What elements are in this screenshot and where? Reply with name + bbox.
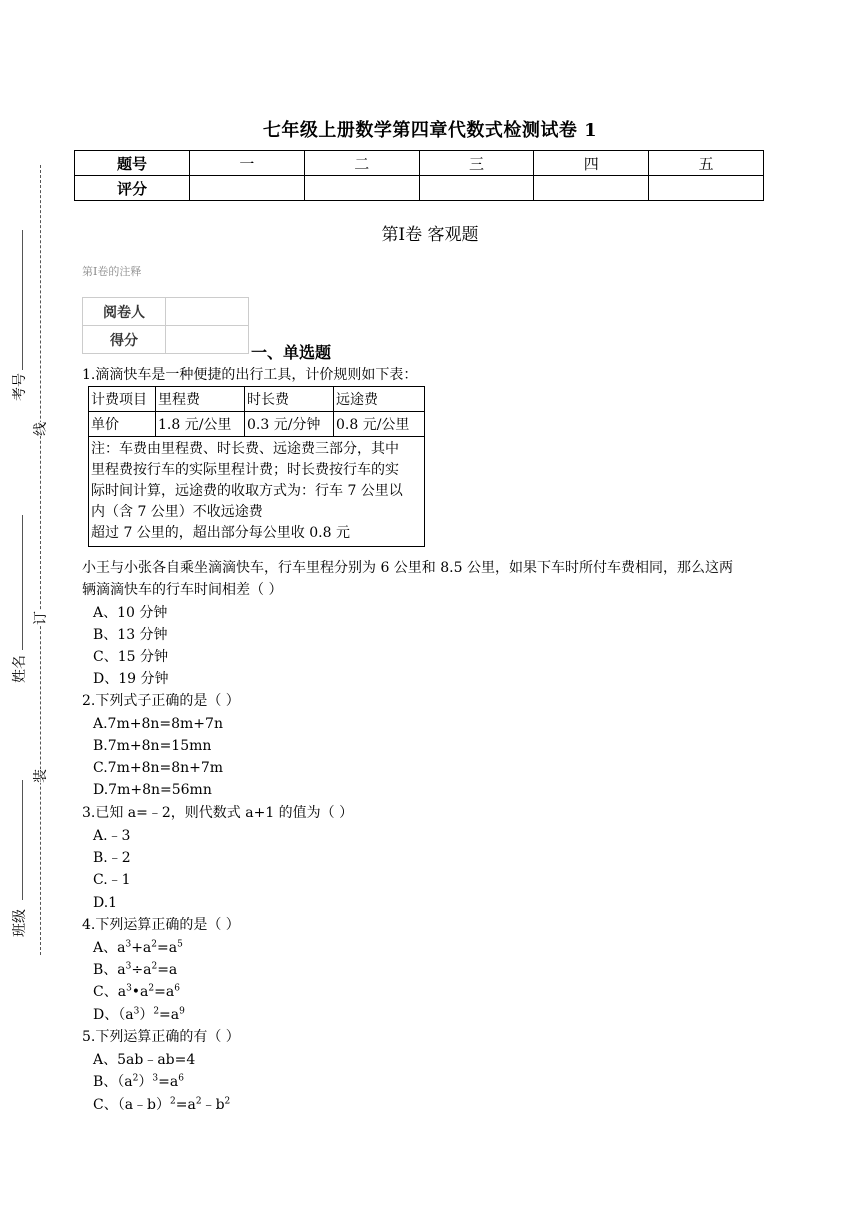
fare-note-line: 超过 7 公里的，超出部分每公里收 0.8 元 [91, 525, 350, 541]
option[interactable] [93, 1004, 185, 1026]
option[interactable]: B、13 分钟 [93, 627, 168, 643]
score-cell[interactable] [190, 176, 305, 201]
superscript: 2 [170, 1096, 176, 1107]
column-header: 四 [534, 151, 649, 176]
option-text: C、（a﹣b） [93, 1097, 171, 1113]
fare-note-line: 注：车费由里程费、时长费、远途费三部分，其中 [91, 441, 399, 457]
question-2-stem: 2.下列式子正确的是（ ） [82, 693, 240, 709]
option[interactable]: D.1 [93, 895, 118, 911]
fare-cell: 时长费 [245, 387, 334, 412]
score-label: 评分 [75, 176, 190, 201]
question-1-body: 辆滴滴快车的行车时间相差（ ） [82, 582, 283, 598]
table-row [83, 326, 249, 354]
option-text: A、a [93, 940, 126, 956]
fare-cell: 单价 [89, 412, 156, 437]
fare-cell: 0.8 元/公里 [334, 412, 425, 437]
option-text: ÷a [131, 962, 152, 978]
question-1-body: 小王与小张各自乘坐滴滴快车，行车里程分别为 6 公里和 8.5 公里，如果下车时所付车费相同，那么这两 [82, 560, 733, 576]
class-label: 班级 [12, 909, 28, 937]
fare-cell: 0.3 元/分钟 [245, 412, 334, 437]
superscript: 2 [132, 1073, 139, 1084]
option[interactable] [93, 1071, 184, 1093]
option-text: ） [138, 1074, 153, 1090]
line-mark: 线 [30, 422, 50, 436]
column-header: 二 [304, 151, 419, 176]
option-text: B、（a [93, 1074, 133, 1090]
score-cell[interactable] [534, 176, 649, 201]
option-text: =a [159, 1007, 180, 1023]
score-cell[interactable] [304, 176, 419, 201]
option-text: =a [157, 940, 178, 956]
superscript: 2 [151, 961, 158, 972]
score-cell[interactable] [419, 176, 534, 201]
option[interactable]: C.7m+8n=8n+7m [93, 760, 224, 776]
question-1-stem: 1.滴滴快车是一种便捷的出行工具，计价规则如下表： [82, 367, 418, 383]
question-5-stem: 5.下列运算正确的有（ ） [82, 1029, 240, 1045]
option[interactable]: C.﹣1 [93, 872, 131, 888]
option[interactable]: B.7m+8n=15mn [93, 738, 212, 754]
option[interactable]: A.﹣3 [93, 828, 131, 844]
table-row [75, 176, 764, 201]
fare-cell: 远途费 [334, 387, 425, 412]
superscript: 6 [174, 983, 180, 994]
superscript: 3 [133, 1006, 140, 1017]
option[interactable]: A.7m+8n=8m+7n [93, 716, 223, 732]
order-mark: 订 [30, 611, 50, 625]
option-text: =a [175, 1097, 196, 1113]
option-text: D、（a [93, 1007, 134, 1023]
fare-cell: 1.8 元/公里 [156, 412, 245, 437]
superscript: 3 [152, 1073, 159, 1084]
option-text: =a [154, 984, 175, 1000]
superscript: 2 [224, 1096, 231, 1107]
option[interactable]: B.﹣2 [93, 850, 131, 866]
option-text: +a [131, 940, 152, 956]
table-row [83, 298, 249, 326]
score-cell[interactable] [166, 326, 249, 354]
superscript: 9 [179, 1006, 185, 1017]
option[interactable] [93, 981, 180, 1003]
question-3-stem: 3.已知 a=﹣2，则代数式 a+1 的值为（ ） [82, 805, 354, 821]
superscript: 3 [126, 983, 132, 994]
bind-mark: 装 [30, 769, 50, 783]
option-text: ﹣b [201, 1097, 225, 1113]
section-note-label: 第Ⅰ卷的注释 [82, 265, 142, 278]
option[interactable]: D、19 分钟 [93, 671, 169, 687]
column-header: 五 [649, 151, 764, 176]
superscript: 2 [195, 1096, 202, 1107]
exam-no-underline [22, 230, 23, 370]
name-label: 姓名 [12, 655, 28, 683]
option-text: C、a [93, 984, 127, 1000]
column-header: 三 [419, 151, 534, 176]
reviewer-cell[interactable] [166, 298, 249, 326]
binding-dashed-line [40, 165, 41, 955]
option[interactable]: C、15 分钟 [93, 649, 168, 665]
score-cell[interactable] [649, 176, 764, 201]
superscript: 2 [153, 1006, 160, 1017]
option-text: •a [131, 984, 149, 1000]
option-text: B、a [93, 962, 126, 978]
option-text: =a [157, 962, 178, 978]
fare-cell: 计费项目 [89, 387, 156, 412]
reviewer-box [82, 297, 249, 354]
binding-margin [0, 165, 60, 955]
class-underline [22, 780, 23, 900]
exam-no-label: 考号 [12, 373, 28, 401]
table-row [75, 151, 764, 176]
option[interactable] [93, 959, 177, 981]
table-row [89, 437, 425, 547]
fare-table [88, 386, 425, 547]
column-header: 一 [190, 151, 305, 176]
option[interactable] [93, 937, 183, 959]
superscript: 2 [148, 983, 155, 994]
table-row [89, 387, 425, 412]
option-text: ） [139, 1007, 154, 1023]
superscript: 3 [125, 939, 132, 950]
section-title: 第Ⅰ卷 客观题 [381, 225, 479, 245]
superscript: 6 [178, 1073, 184, 1084]
option-text: =a [158, 1074, 179, 1090]
score-table [74, 150, 764, 201]
option[interactable]: A、5ab﹣ab=4 [93, 1052, 196, 1068]
option[interactable] [93, 1094, 230, 1116]
fare-note-line: 内（含 7 公里）不收远途费 [91, 504, 263, 520]
fare-note [89, 437, 425, 547]
option[interactable]: A、10 分钟 [93, 605, 168, 621]
name-underline [22, 515, 23, 650]
superscript: 5 [177, 939, 183, 950]
option[interactable]: D.7m+8n=56mn [93, 782, 212, 798]
fare-cell: 里程费 [156, 387, 245, 412]
superscript: 3 [125, 961, 132, 972]
reviewer-label: 阅卷人 [83, 298, 166, 326]
superscript: 2 [151, 939, 158, 950]
fare-note-line: 里程费按行车的实际里程计费；时长费按行车的实 [91, 462, 399, 478]
table-row [89, 412, 425, 437]
part-heading: 一、单选题 [251, 343, 332, 362]
score-label: 得分 [83, 326, 166, 354]
exam-title: 七年级上册数学第四章代数式检测试卷 1 [262, 120, 598, 141]
question-number-label: 题号 [75, 151, 190, 176]
question-4-stem: 4.下列运算正确的是（ ） [82, 917, 240, 933]
fare-note-line: 际时间计算，远途费的收取方式为：行车 7 公里以 [91, 483, 403, 499]
